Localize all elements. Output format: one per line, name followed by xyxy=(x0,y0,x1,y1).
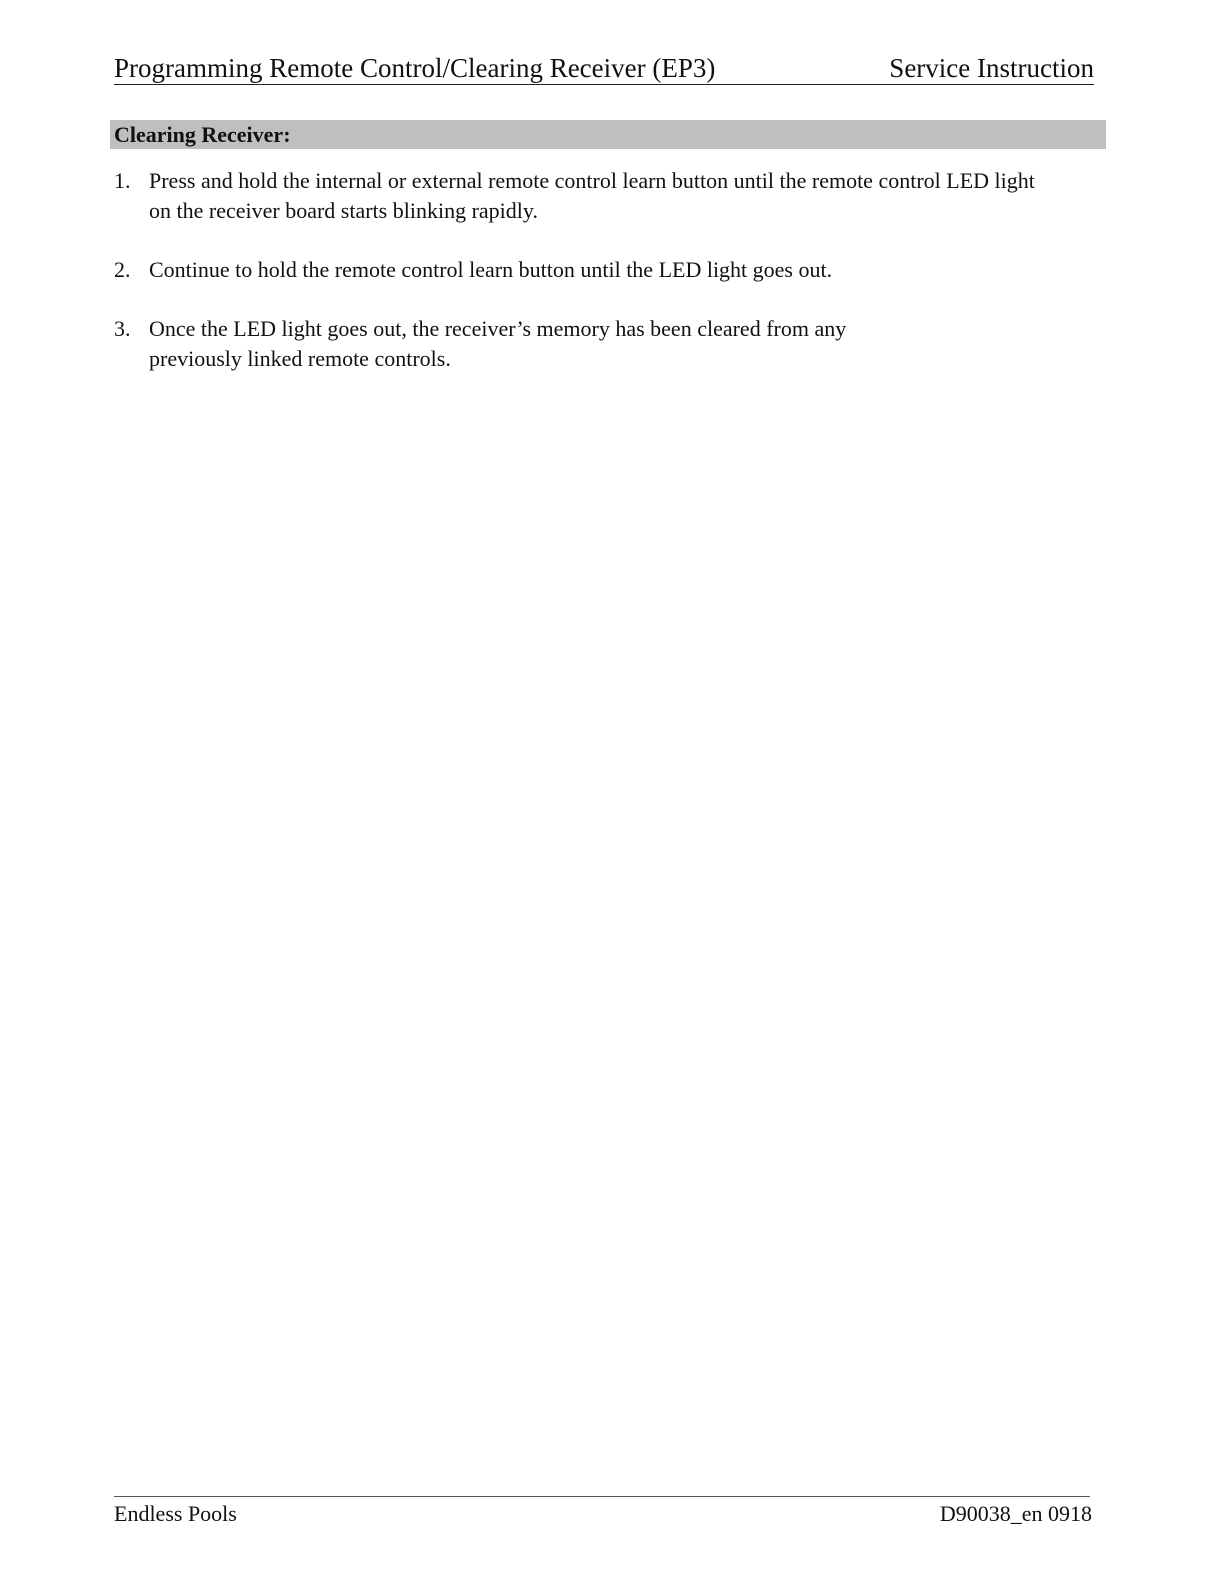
step-text-line: previously linked remote controls. xyxy=(149,346,451,371)
step-item xyxy=(114,166,1114,226)
document-type: Service Instruction xyxy=(889,53,1094,83)
step-number: 2. xyxy=(114,257,131,282)
step-text-line: Once the LED light goes out, the receiver’s memory has been cleared from any xyxy=(149,316,847,341)
step-item xyxy=(114,255,1114,285)
step-text-line: Press and hold the internal or external remote control learn button until the remote control LED light xyxy=(149,168,1035,193)
document-title: Programming Remote Control/Clearing Receiver (EP3) xyxy=(114,53,716,83)
step-item xyxy=(114,314,1114,374)
section-heading-bar xyxy=(110,120,1106,149)
page-footer xyxy=(114,1496,1090,1529)
step-number: 3. xyxy=(114,316,131,341)
step-text-line: on the receiver board starts blinking rapidly. xyxy=(149,198,538,223)
footer-document-code: D90038_en 0918 xyxy=(939,1501,1092,1526)
page-header xyxy=(114,52,1094,85)
instruction-steps xyxy=(114,166,1114,403)
step-number: 1. xyxy=(114,168,131,193)
section-title: Clearing Receiver: xyxy=(114,122,291,147)
step-text-line: Continue to hold the remote control learn button until the LED light goes out. xyxy=(149,257,833,282)
footer-company: Endless Pools xyxy=(114,1501,237,1526)
